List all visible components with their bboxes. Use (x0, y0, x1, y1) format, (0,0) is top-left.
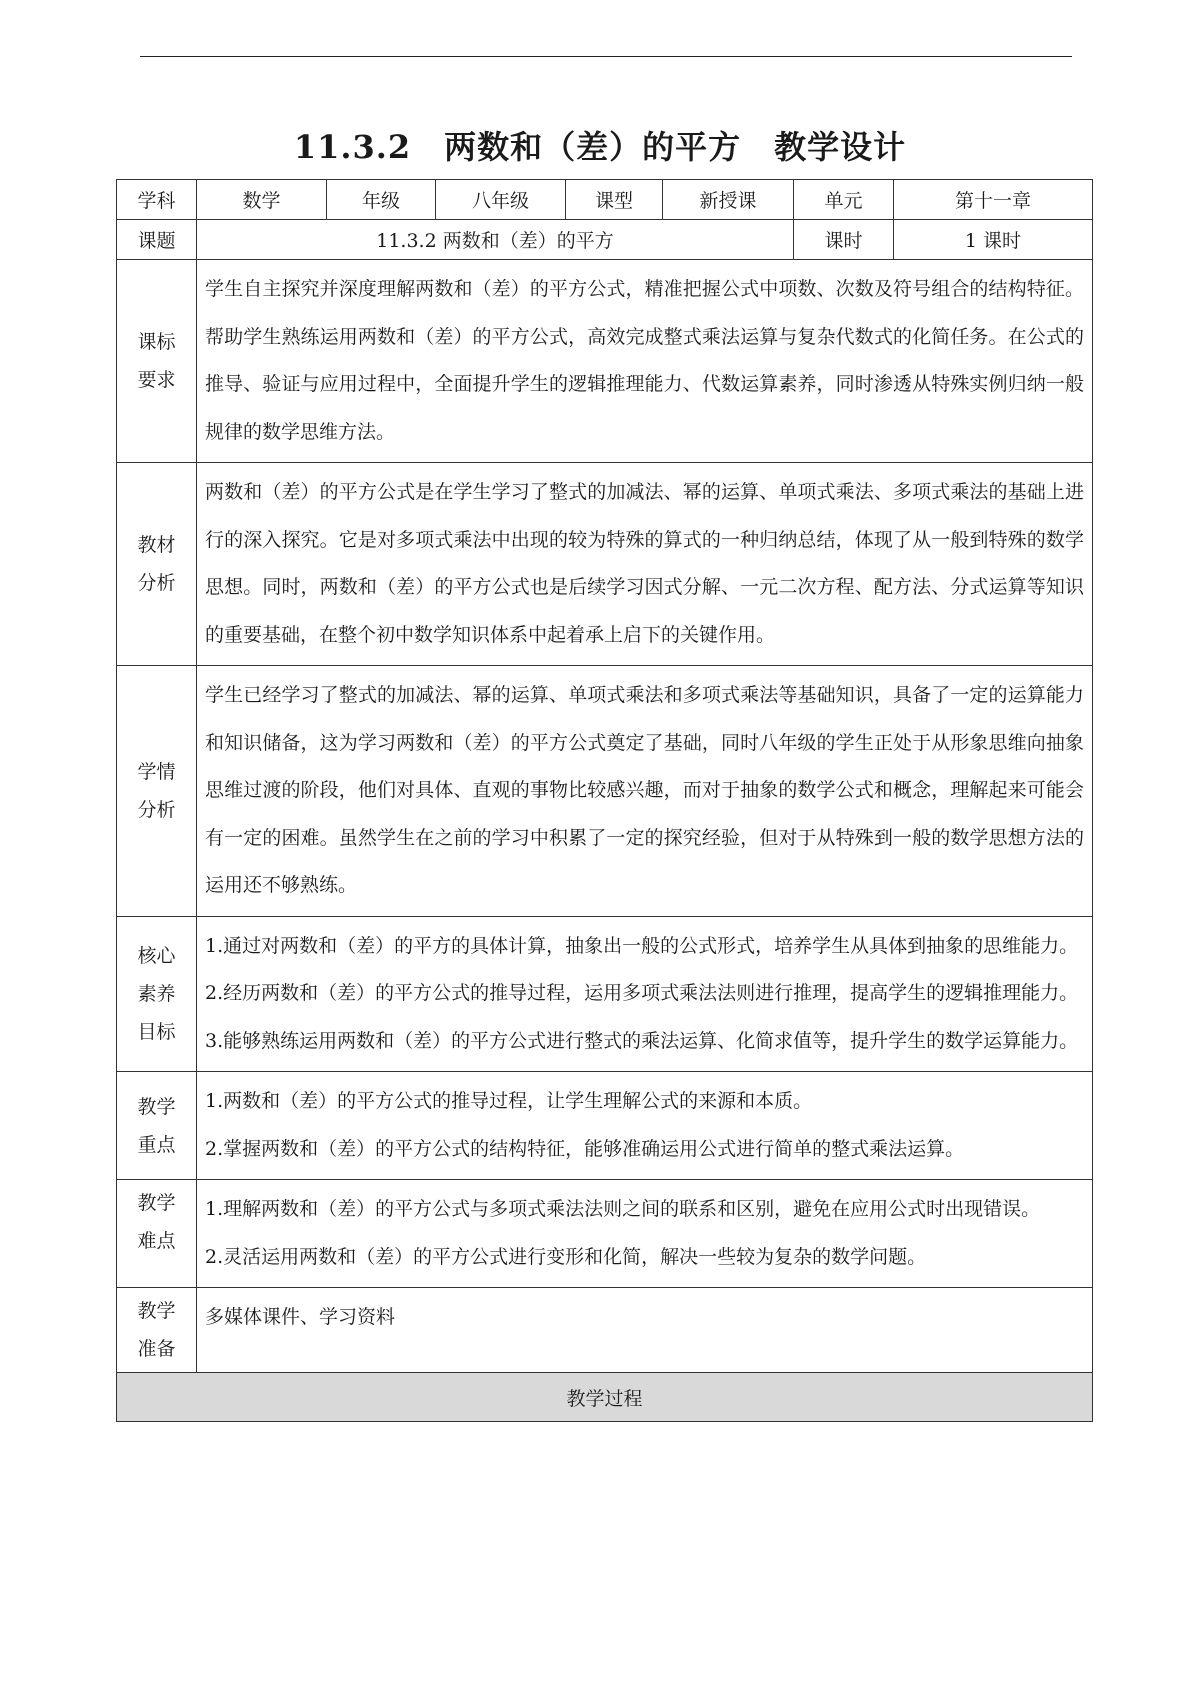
students-row (117, 666, 1093, 917)
preparation-label: 教学 准备 (117, 1288, 197, 1373)
curriculum-row (117, 260, 1093, 463)
core-item: 1.通过对两数和（差）的平方的具体计算，抽象出一般的公式形式，培养学生从具体到抽象的思维能力。 (205, 934, 1079, 957)
key-point-item: 2.掌握两数和（差）的平方公式的结构特征，能够准确运用公式进行简单的整式乘法运算。 (205, 1137, 965, 1160)
core-row (117, 916, 1093, 1072)
grade-value: 八年级 (436, 180, 566, 220)
difficulty-item: 1.理解两数和（差）的平方公式与多项式乘法法则之间的联系和区别，避免在应用公式时出现错误。 (205, 1198, 1041, 1220)
core-content (197, 916, 1093, 1072)
info-row-2 (117, 220, 1093, 260)
preparation-row (117, 1288, 1093, 1373)
students-text: 学生已经学习了整式的加减法、幂的运算、单项式乘法和多项式乘法等基础知识，具备了一定的运算能力和知识储备，这为学习两数和（差）的平方公式奠定了基础，同时八年级的学生正处于从形象思维向抽象思维过渡的阶段，他们对具体、直观的事物比较感兴趣，而对于抽象的数学公式和概念，理解起来可能会有一定的困难。虽然学生在之前的学习中积累了一定的探究经验，但对于从特殊到一般的数学思想方法的运用还不够熟练。 (197, 666, 1093, 917)
curriculum-label: 课标 要求 (117, 260, 197, 463)
topic-value: 11.3.2 两数和（差）的平方 (197, 220, 794, 260)
hours-label: 课时 (794, 220, 894, 260)
subject-value: 数学 (197, 180, 327, 220)
difficulty-item: 2.灵活运用两数和（差）的平方公式进行变形和化简，解决一些较为复杂的数学问题。 (205, 1245, 927, 1268)
key-points-label: 教学 重点 (117, 1072, 197, 1180)
difficulties-row (117, 1180, 1093, 1288)
key-point-item: 1.两数和（差）的平方公式的推导过程，让学生理解公式的来源和本质。 (205, 1090, 813, 1112)
header-rule (140, 56, 1072, 57)
process-row (117, 1373, 1093, 1422)
unit-value: 第十一章 (894, 180, 1093, 220)
unit-label: 单元 (794, 180, 894, 220)
textbook-label: 教材 分析 (117, 463, 197, 666)
textbook-row (117, 463, 1093, 666)
process-header: 教学过程 (117, 1373, 1093, 1422)
curriculum-text: 学生自主探究并深度理解两数和（差）的平方公式，精准把握公式中项数、次数及符号组合的结构特征。帮助学生熟练运用两数和（差）的平方公式，高效完成整式乘法运算与复杂代数式的化简任务。在公式的推导、验证与应用过程中，全面提升学生的逻辑推理能力、代数运算素养，同时渗透从特殊实例归纳一般规律的数学思维方法。 (197, 260, 1093, 463)
page-title: 11.3.2 两数和（差）的平方 教学设计 (293, 128, 907, 166)
core-item: 2.经历两数和（差）的平方公式的推导过程，运用多项式乘法法则进行推理，提高学生的逻辑推理能力。 (205, 982, 1079, 1004)
key-points-row (117, 1072, 1093, 1180)
core-item: 3.能够熟练运用两数和（差）的平方公式进行整式的乘法运算、化简求值等，提升学生的数学运算能力。 (205, 1029, 1079, 1052)
lesson-plan-table (116, 179, 1093, 1422)
info-row-1 (117, 180, 1093, 220)
type-label: 课型 (566, 180, 663, 220)
difficulties-content (197, 1180, 1093, 1288)
subject-label: 学科 (117, 180, 197, 220)
hours-value: 1 课时 (894, 220, 1093, 260)
type-value: 新授课 (663, 180, 794, 220)
textbook-text: 两数和（差）的平方公式是在学生学习了整式的加减法、幂的运算、单项式乘法、多项式乘法的基础上进行的深入探究。它是对多项式乘法中出现的较为特殊的算式的一种归纳总结，体现了从一般到特殊的数学思想。同时，两数和（差）的平方公式也是后续学习因式分解、一元二次方程、配方法、分式运算等知识的重要基础，在整个初中数学知识体系中起着承上启下的关键作用。 (197, 463, 1093, 666)
topic-label: 课题 (117, 220, 197, 260)
students-label: 学情 分析 (117, 666, 197, 917)
difficulties-label: 教学 难点 (117, 1180, 197, 1288)
grade-label: 年级 (327, 180, 436, 220)
core-label: 核心 素养 目标 (117, 916, 197, 1072)
key-points-content (197, 1072, 1093, 1180)
preparation-text: 多媒体课件、学习资料 (197, 1288, 1093, 1373)
